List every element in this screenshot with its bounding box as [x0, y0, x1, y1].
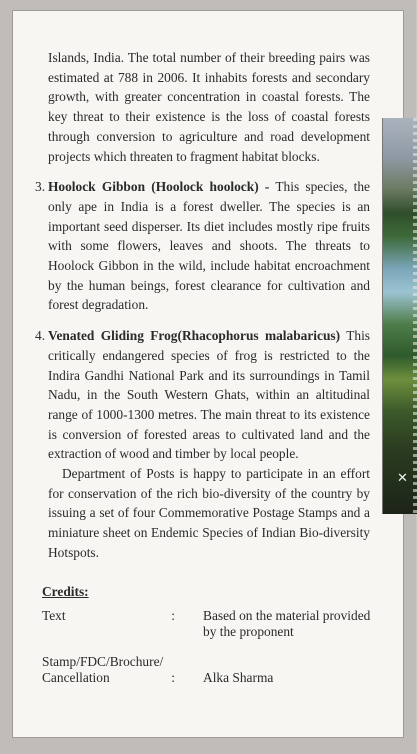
credit-row-text — [42, 608, 372, 640]
item-title: Hoolock Gibbon (Hoolock hoolock) - — [48, 179, 270, 195]
item-title: Venated Gliding Frog(Rhacophorus malabaricus) — [48, 328, 341, 344]
closing-paragraph: Department of Posts is happy to participate in an effort for conservation of the rich bio-diversity of the country by issuing a set of four Commemorative Postage Stamps and a miniature sheet on Endemic Species of Indian Bio-diversity Hotspots. — [48, 466, 370, 560]
credits-section — [42, 584, 372, 700]
item-text: This critically endangered species of frog is restricted to the Indira Gandhi National Park and its surroundings in Tamil Nadu, in the South Western Ghats, within an altitudinal range of 1000-1300 metres. The main threat to its existence is conversion of forested areas to cultivated land and the extraction of wood and timber by local people. — [48, 328, 371, 462]
credit-row-design — [42, 654, 372, 686]
credit-value: Alka Sharma — [203, 670, 274, 685]
credit-colon: : — [171, 608, 175, 623]
credit-label: Stamp/FDC/Brochure/ Cancellation — [42, 654, 164, 685]
item-number: 3. — [35, 179, 46, 195]
stamp-perforation — [413, 118, 417, 514]
credit-colon: : — [171, 670, 175, 685]
stamp-image-strip — [382, 118, 417, 514]
credit-label: Text — [42, 608, 66, 623]
credits-heading: Credits: — [42, 584, 89, 599]
item-text: This species, the only ape in India is a forest dweller. The species is an important seed disperser. Its diet includes mostly ripe fruits with some flowers, leaves and shoots. The threats to Hoolock Gibbon in the wild, include habitat encroachment by the human beings, forest clearance for cultivation and forest degradation. — [48, 179, 371, 313]
brochure-text — [35, 48, 371, 563]
credit-value: Based on the material provided by the proponent — [203, 608, 371, 639]
species-item-hoolock-gibbon — [35, 177, 371, 315]
stamp-mark: ✕ — [397, 470, 408, 485]
species-item-gliding-frog — [35, 326, 371, 464]
intro-paragraph: Islands, India. The total number of their breeding pairs was estimated at 788 in 2006. It inhabits forests and secondary growth, with greater concentration in coastal forests. The key threat to their existence is the loss of coastal forests through conversion to agriculture and road development projects which threaten to fragment habitat blocks. — [48, 50, 370, 164]
item-number: 4. — [35, 328, 46, 344]
